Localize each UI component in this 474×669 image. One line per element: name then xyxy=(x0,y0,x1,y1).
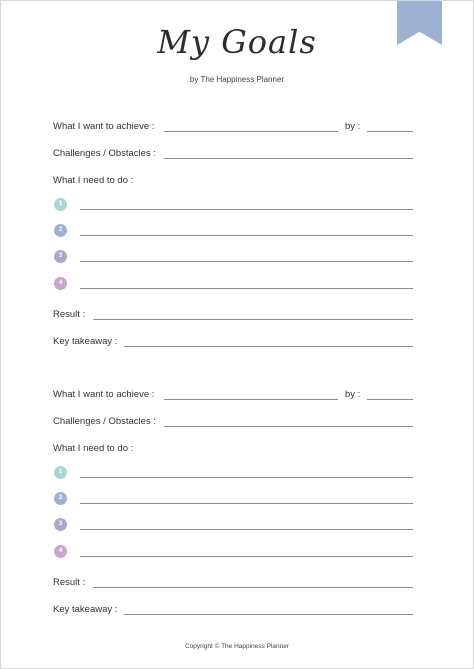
achieve-row xyxy=(1,388,473,402)
page-title: My Goals xyxy=(157,23,317,61)
step-row-4 xyxy=(1,277,473,291)
page-subtitle: by The Happiness Planner xyxy=(189,75,285,84)
result-row xyxy=(1,576,473,590)
step-line[interactable] xyxy=(80,235,413,236)
key-takeaway-line[interactable] xyxy=(124,346,413,347)
step-row-1 xyxy=(1,466,473,480)
need-to-do-label: What I need to do : xyxy=(53,443,134,454)
challenges-label: Challenges / Obstacles : xyxy=(53,416,156,427)
by-label: by : xyxy=(345,121,361,132)
key-takeaway-line[interactable] xyxy=(124,614,413,615)
achieve-row xyxy=(1,120,473,134)
step-row-4 xyxy=(1,545,473,559)
by-line[interactable] xyxy=(367,399,413,400)
step-number-badge: 2 xyxy=(54,224,67,237)
step-number-badge: 1 xyxy=(54,466,67,479)
step-number-badge: 4 xyxy=(54,545,67,558)
step-row-3 xyxy=(1,518,473,532)
step-line[interactable] xyxy=(80,556,413,557)
step-line[interactable] xyxy=(80,209,413,210)
achieve-label: What I want to achieve : xyxy=(53,389,155,400)
step-line[interactable] xyxy=(80,503,413,504)
step-number-badge: 2 xyxy=(54,492,67,505)
by-label: by : xyxy=(345,389,361,400)
need-to-do-row xyxy=(1,174,473,188)
key-takeaway-label: Key takeaway : xyxy=(53,336,118,347)
challenges-label: Challenges / Obstacles : xyxy=(53,148,156,159)
step-row-2 xyxy=(1,492,473,506)
result-row xyxy=(1,308,473,322)
key-takeaway-row xyxy=(1,335,473,349)
result-label: Result : xyxy=(53,309,86,320)
challenges-line[interactable] xyxy=(164,426,413,427)
challenges-line[interactable] xyxy=(164,158,413,159)
step-row-1 xyxy=(1,198,473,212)
achieve-label: What I want to achieve : xyxy=(53,121,155,132)
need-to-do-label: What I need to do : xyxy=(53,175,134,186)
challenges-row xyxy=(1,415,473,429)
step-row-3 xyxy=(1,250,473,264)
copyright-footer: Copyright © The Happiness Planner xyxy=(184,643,290,650)
achieve-line[interactable] xyxy=(164,399,338,400)
step-line[interactable] xyxy=(80,288,413,289)
step-number-badge: 4 xyxy=(54,277,67,290)
result-line[interactable] xyxy=(93,319,413,320)
step-row-2 xyxy=(1,224,473,238)
need-to-do-row xyxy=(1,442,473,456)
step-number-badge: 1 xyxy=(54,198,67,211)
step-line[interactable] xyxy=(80,477,413,478)
step-number-badge: 3 xyxy=(54,250,67,263)
step-line[interactable] xyxy=(80,261,413,262)
result-label: Result : xyxy=(53,577,86,588)
achieve-line[interactable] xyxy=(164,131,338,132)
step-line[interactable] xyxy=(80,529,413,530)
step-number-badge: 3 xyxy=(54,518,67,531)
key-takeaway-label: Key takeaway : xyxy=(53,604,118,615)
by-line[interactable] xyxy=(367,131,413,132)
key-takeaway-row xyxy=(1,603,473,617)
challenges-row xyxy=(1,147,473,161)
result-line[interactable] xyxy=(93,587,413,588)
